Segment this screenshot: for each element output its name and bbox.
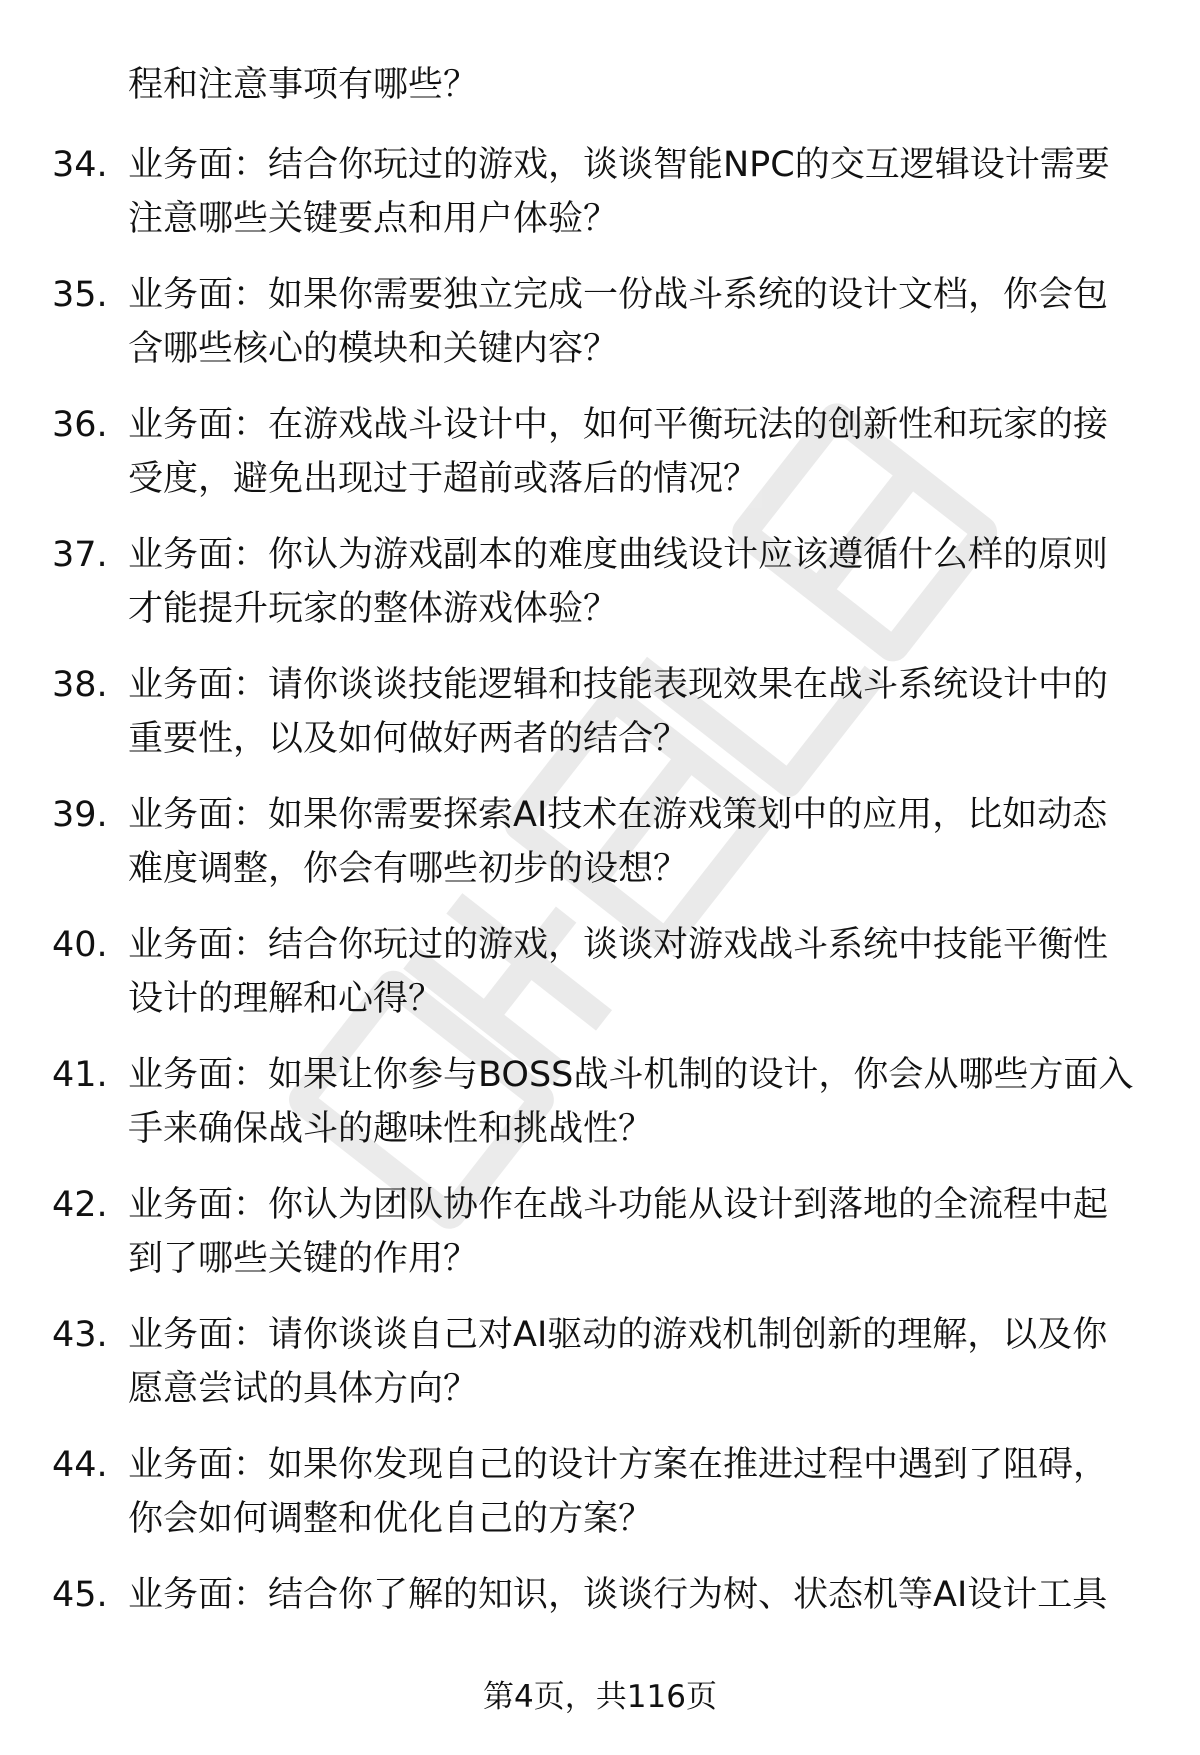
question-number: 34. xyxy=(52,145,108,185)
question-number: 38. xyxy=(52,665,108,705)
question-text xyxy=(128,918,1168,1026)
question-text xyxy=(128,1308,1168,1416)
list-item xyxy=(0,528,1200,658)
list-item xyxy=(0,138,1200,268)
question-number: 42. xyxy=(52,1185,108,1225)
question-line: 业务面：结合你玩过的游戏，谈谈智能NPC的交互逻辑设计需要 xyxy=(128,145,1110,185)
page-footer: 第4页，共116页 xyxy=(483,1679,717,1715)
question-line: 设计的理解和心得？ xyxy=(128,979,444,1019)
question-number: 40. xyxy=(52,925,108,965)
question-line: 注意哪些关键要点和用户体验？ xyxy=(128,199,619,239)
question-line: 重要性，以及如何做好两者的结合？ xyxy=(128,719,689,759)
question-line: 含哪些核心的模块和关键内容？ xyxy=(128,329,619,369)
question-text xyxy=(128,1178,1168,1286)
question-number: 44. xyxy=(52,1445,108,1485)
question-line: 受度，避免出现过于超前或落后的情况？ xyxy=(128,459,759,499)
question-line: 业务面：请你谈谈技能逻辑和技能表现效果在战斗系统设计中的 xyxy=(128,665,1109,705)
list-item xyxy=(0,268,1200,398)
continued-question-text: 程和注意事项有哪些？ xyxy=(128,65,479,105)
question-number: 35. xyxy=(52,275,108,315)
question-line: 业务面：如果让你参与BOSS战斗机制的设计，你会从哪些方面入 xyxy=(128,1055,1134,1095)
question-line: 才能提升玩家的整体游戏体验？ xyxy=(128,589,619,629)
list-item xyxy=(0,1178,1200,1308)
question-text xyxy=(128,268,1168,376)
question-line: 难度调整，你会有哪些初步的设想？ xyxy=(128,849,689,889)
question-number: 37. xyxy=(52,535,108,575)
question-text xyxy=(128,528,1168,636)
question-line: 业务面：如果你需要独立完成一份战斗系统的设计文档，你会包 xyxy=(128,275,1109,315)
question-number: 41. xyxy=(52,1055,108,1095)
question-text xyxy=(128,658,1168,766)
question-line: 你会如何调整和优化自己的方案？ xyxy=(128,1499,654,1539)
list-item xyxy=(0,1438,1200,1568)
question-line: 业务面：结合你玩过的游戏，谈谈对游戏战斗系统中技能平衡性 xyxy=(128,925,1109,965)
list-item xyxy=(0,788,1200,918)
question-number: 43. xyxy=(52,1315,108,1355)
list-item xyxy=(0,1048,1200,1178)
question-line: 愿意尝试的具体方向？ xyxy=(128,1369,479,1409)
question-line: 手来确保战斗的趣味性和挑战性？ xyxy=(128,1109,654,1149)
question-text xyxy=(128,1438,1168,1546)
question-text xyxy=(128,398,1168,506)
question-number: 45. xyxy=(52,1575,108,1615)
question-text xyxy=(128,1048,1168,1156)
question-line: 业务面：结合你了解的知识，谈谈行为树、状态机等AI设计工具 xyxy=(128,1575,1108,1615)
question-text xyxy=(128,1568,1168,1622)
question-line: 业务面：你认为游戏副本的难度曲线设计应该遵循什么样的原则 xyxy=(128,535,1109,575)
list-item xyxy=(0,398,1200,528)
list-item xyxy=(0,1308,1200,1438)
question-line: 到了哪些关键的作用？ xyxy=(128,1239,479,1279)
question-list xyxy=(0,138,1200,1698)
question-text xyxy=(128,788,1168,896)
question-line: 业务面：请你谈谈自己对AI驱动的游戏机制创新的理解，以及你 xyxy=(128,1315,1108,1355)
question-number: 39. xyxy=(52,795,108,835)
question-line: 业务面：在游戏战斗设计中，如何平衡玩法的创新性和玩家的接 xyxy=(128,405,1109,445)
question-text xyxy=(128,138,1168,246)
question-number: 36. xyxy=(52,405,108,445)
list-item xyxy=(0,918,1200,1048)
question-line: 业务面：你认为团队协作在战斗功能从设计到落地的全流程中起 xyxy=(128,1185,1109,1225)
question-line: 业务面：如果你发现自己的设计方案在推进过程中遇到了阻碍， xyxy=(128,1445,1109,1485)
question-line: 业务面：如果你需要探索AI技术在游戏策划中的应用，比如动态 xyxy=(128,795,1108,835)
list-item xyxy=(0,658,1200,788)
